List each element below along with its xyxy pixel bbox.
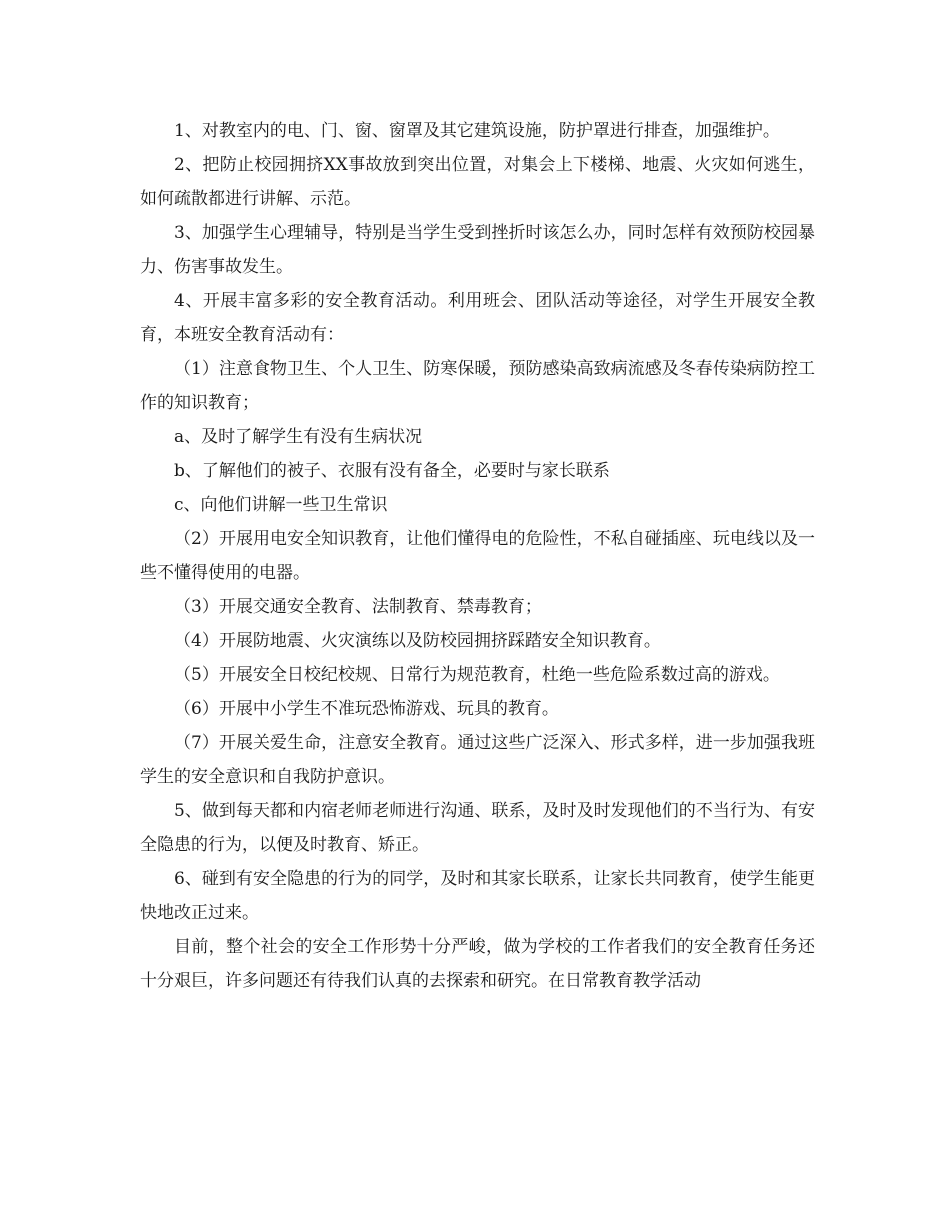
sub-item-6: （6）开展中小学生不准玩恐怖游戏、玩具的教育。 xyxy=(174,699,559,719)
document-body xyxy=(140,114,815,998)
paragraph-1: 1、对教室内的电、门、窗、窗罩及其它建筑设施，防护罩进行排查，加强维护。 xyxy=(174,121,780,141)
list-item-a: a、及时了解学生有没有生病状况 xyxy=(174,427,423,447)
paragraph-2: 2、把防止校园拥挤XX事故放到突出位置，对集会上下楼梯、地震、火灾如何逃生，如何疏散都进行讲解、示范。 xyxy=(140,155,815,209)
sub-item-4: （4）开展防地震、火灾演练以及防校园拥挤踩踏安全知识教育。 xyxy=(174,631,661,651)
sub-item-1: （1）注意食物卫生、个人卫生、防寒保暖，预防感染高致病流感及冬春传染病防控工作的知识教育； xyxy=(140,359,815,413)
sub-item-3: （3）开展交通安全教育、法制教育、禁毒教育； xyxy=(174,597,542,617)
paragraph-5: 5、做到每天都和内宿老师老师进行沟通、联系，及时及时发现他们的不当行为、有安全隐患的行为，以便及时教育、矫正。 xyxy=(140,801,815,855)
sub-item-7: （7）开展关爱生命，注意安全教育。通过这些广泛深入、形式多样，进一步加强我班学生的安全意识和自我防护意识。 xyxy=(140,733,815,787)
list-item-b: b、了解他们的被子、衣服有没有备全，必要时与家长联系 xyxy=(174,461,610,481)
sub-item-2: （2）开展用电安全知识教育，让他们懂得电的危险性，不私自碰插座、玩电线以及一些不懂得使用的电器。 xyxy=(140,529,815,583)
paragraph-3: 3、加强学生心理辅导，特别是当学生受到挫折时该怎么办，同时怎样有效预防校园暴力、伤害事故发生。 xyxy=(140,223,815,277)
paragraph-4: 4、开展丰富多彩的安全教育活动。利用班会、团队活动等途径，对学生开展安全教育，本班安全教育活动有： xyxy=(140,291,815,345)
sub-item-5: （5）开展安全日校纪校规、日常行为规范教育，杜绝一些危险系数过高的游戏。 xyxy=(174,665,780,685)
paragraph-summary: 目前，整个社会的安全工作形势十分严峻，做为学校的工作者我们的安全教育任务还十分艰巨，许多问题还有待我们认真的去探索和研究。在日常教育教学活动 xyxy=(140,937,815,991)
list-item-c: c、向他们讲解一些卫生常识 xyxy=(174,495,388,515)
paragraph-6: 6、碰到有安全隐患的行为的同学，及时和其家长联系，让家长共同教育，使学生能更快地改正过来。 xyxy=(140,869,815,923)
